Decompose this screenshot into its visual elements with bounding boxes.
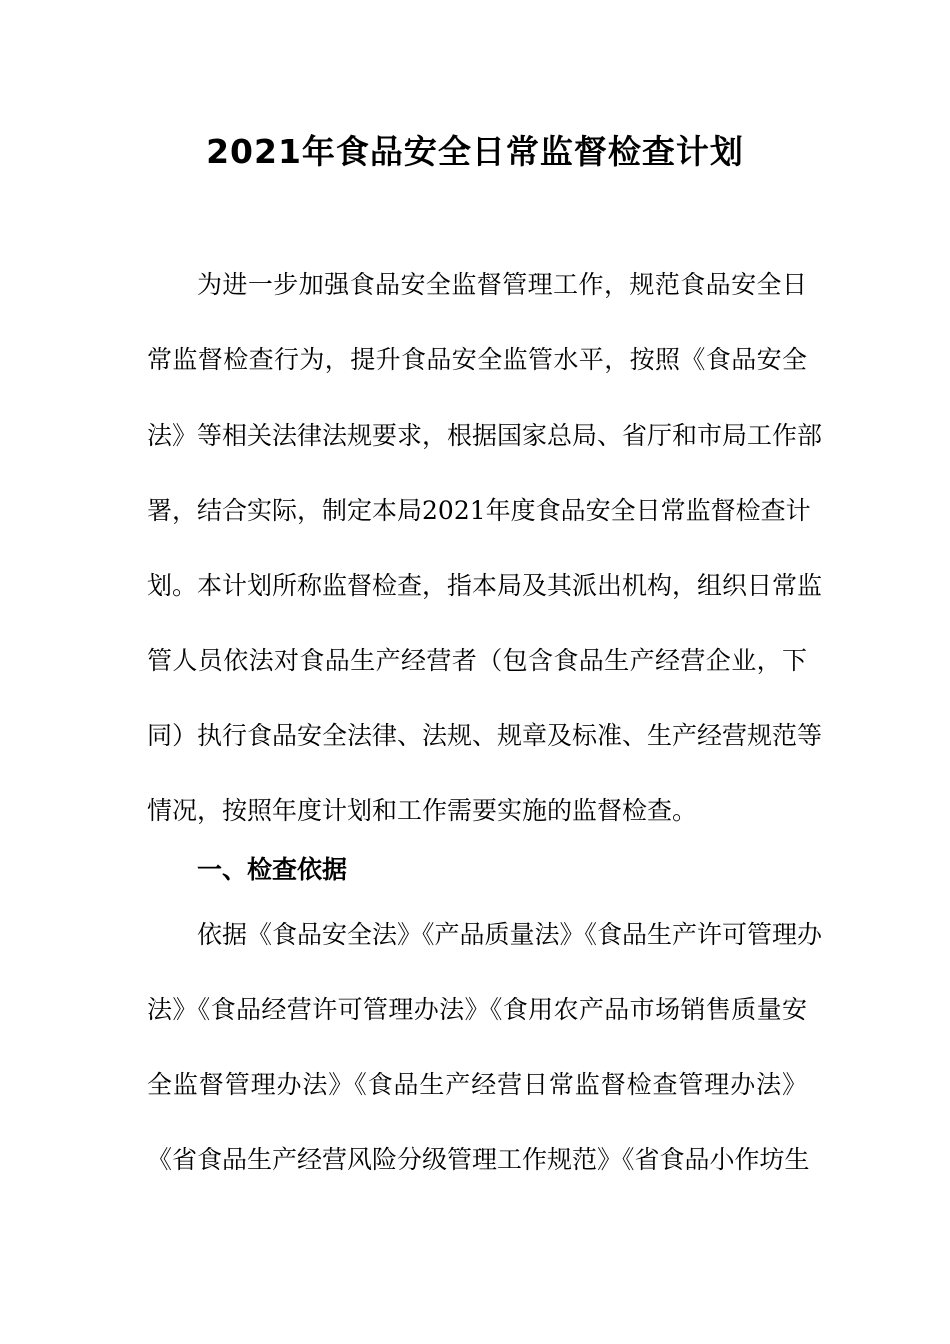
document-title: 2021年食品安全日常监督检查计划 [206,132,744,171]
text-line: 同）执行食品安全法律、法规、规章及标准、生产经营规范等 [147,721,823,750]
text-line: 全监督管理办法》《食品生产经营日常监督检查管理办法》 [147,1070,807,1099]
text-line: 依据《食品安全法》《产品质量法》《食品生产许可管理办 [197,920,823,949]
text-line: 法》等相关法律法规要求，根据国家总局、省厅和市局工作部 [147,421,823,450]
text-line: 署，结合实际，制定本局2021年度食品安全日常监督检查计 [147,496,811,525]
text-line: 划。本计划所称监督检查，指本局及其派出机构，组织日常监 [147,571,823,600]
text-line: 法》《食品经营许可管理办法》《食用农产品市场销售质量安 [147,995,807,1024]
section-heading-inspection-basis: 一、检查依据 [197,855,348,884]
text-line: 情况，按照年度计划和工作需要实施的监督检查。 [147,796,698,825]
text-line: 常监督检查行为，提升食品安全监管水平，按照《食品安全 [147,345,807,374]
text-line: 管人员依法对食品生产经营者（包含食品生产经营企业，下 [147,646,807,675]
text-line: 《省食品生产经营风险分级管理工作规范》《省食品小作坊生 [147,1145,810,1174]
text-line: 为进一步加强食品安全监督管理工作，规范食品安全日 [197,270,807,299]
